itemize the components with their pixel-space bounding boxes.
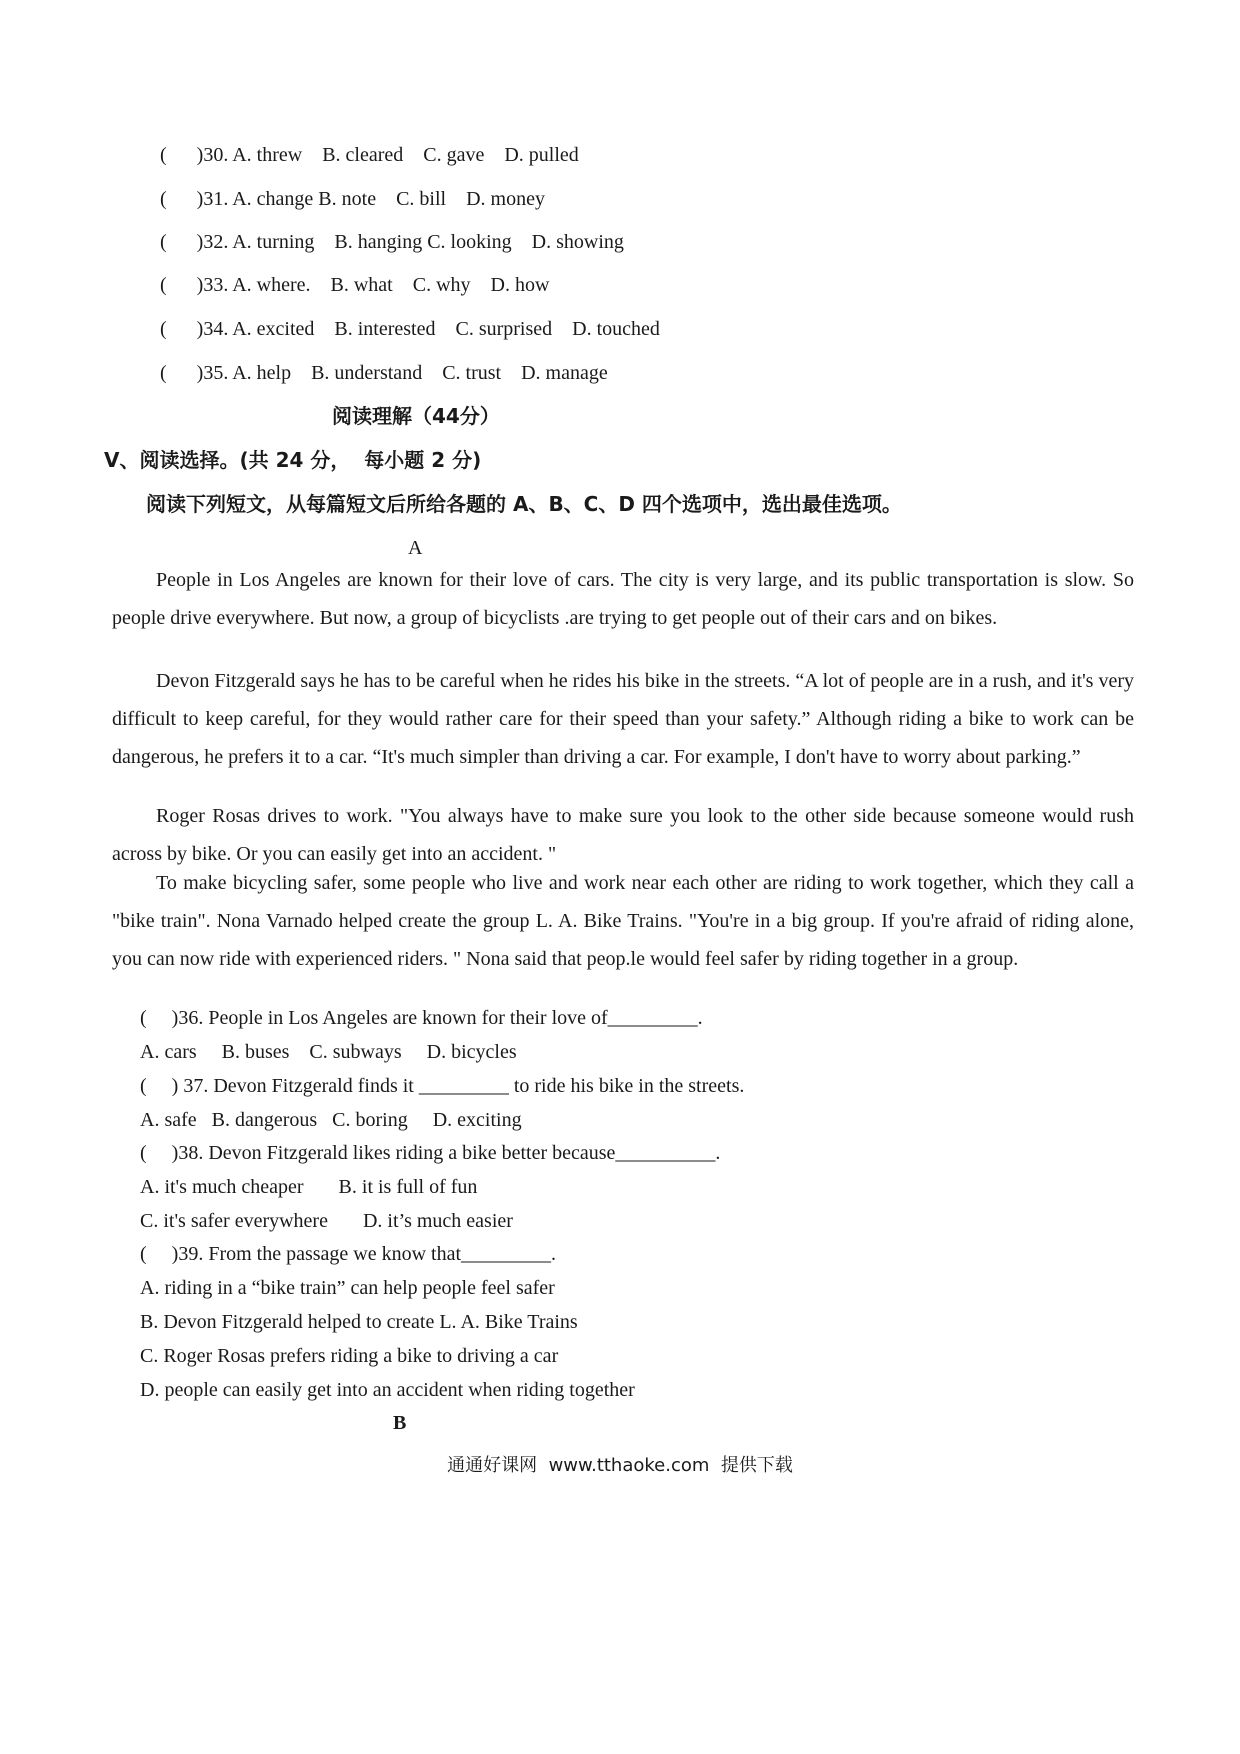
question-39-option-b: B. Devon Fitzgerald helped to create L. A. Bike Trains	[140, 1311, 578, 1333]
question-39-option-c: C. Roger Rosas prefers riding a bike to driving a car	[140, 1345, 559, 1367]
question-37: ( ) 37. Devon Fitzgerald finds it _________ to ride his bike in the streets.	[140, 1075, 745, 1097]
passage-b-label: B	[393, 1412, 407, 1434]
cloze-option-33: ( )33. A. where. B. what C. why D. how	[160, 274, 550, 296]
passage-a-paragraph-4: To make bicycling safer, some people who live and work near each other are riding to work together, which they call a "bike train". Nona Varnado helped create the group L. A. Bike Trains. "You're in a big group. If you're afraid of riding alone, you can now ride with experienced riders. " Nona said that peop.le would feel safer by riding together in a group.	[112, 872, 1134, 970]
cloze-option-30: ( )30. A. threw B. cleared C. gave D. pulled	[160, 144, 579, 166]
question-38: ( )38. Devon Fitzgerald likes riding a bike better because__________.	[140, 1142, 721, 1164]
cloze-option-32: ( )32. A. turning B. hanging C. looking D. showing	[160, 231, 624, 253]
question-38-options-ab: A. it's much cheaper B. it is full of fun	[140, 1176, 478, 1198]
question-39: ( )39. From the passage we know that_________.	[140, 1243, 557, 1265]
passage-a-paragraph-1: People in Los Angeles are known for their love of cars. The city is very large, and its public transportation is slow. So people drive everywhere. But now, a group of bicyclists .are trying to get people out of their cars and on bikes.	[112, 569, 1134, 629]
instruction: 阅读下列短文，从每篇短文后所给各题的 A、B、C、D 四个选项中，选出最佳选项。	[146, 492, 902, 516]
section-heading: V、阅读选择。(共 24 分， 每小题 2 分)	[104, 448, 482, 472]
passage-a-paragraph-3: Roger Rosas drives to work. "You always have to make sure you look to the other side because someone would rush across by bike. Or you can easily get into an accident. "	[112, 805, 1134, 865]
passage-a-paragraph-2: Devon Fitzgerald says he has to be careful when he rides his bike in the streets. “A lot of people are in a rush, and it's very difficult to keep careful, for they would rather care for their speed than your safety.” Although riding a bike to work can be dangerous, he prefers it to a car. “It's much simpler than driving a car. For example, I don't have to worry about parking.”	[112, 670, 1134, 768]
cloze-option-31: ( )31. A. change B. note C. bill D. money	[160, 188, 545, 210]
cloze-option-34: ( )34. A. excited B. interested C. surprised D. touched	[160, 318, 660, 340]
question-36-options: A. cars B. buses C. subways D. bicycles	[140, 1041, 517, 1063]
question-38-options-cd: C. it's safer everywhere D. it’s much easier	[140, 1210, 513, 1232]
question-37-options: A. safe B. dangerous C. boring D. exciting	[140, 1109, 522, 1131]
footer-source: 通通好课网 www.tthaoke.com 提供下载	[447, 1455, 793, 1476]
question-39-option-a: A. riding in a “bike train” can help people feel safer	[140, 1277, 555, 1299]
passage-a-label: A	[408, 537, 423, 559]
cloze-option-35: ( )35. A. help B. understand C. trust D. manage	[160, 362, 608, 384]
question-36: ( )36. People in Los Angeles are known for their love of_________.	[140, 1007, 703, 1029]
reading-title: 阅读理解（44分）	[332, 404, 500, 428]
question-39-option-d: D. people can easily get into an accident when riding together	[140, 1379, 635, 1401]
